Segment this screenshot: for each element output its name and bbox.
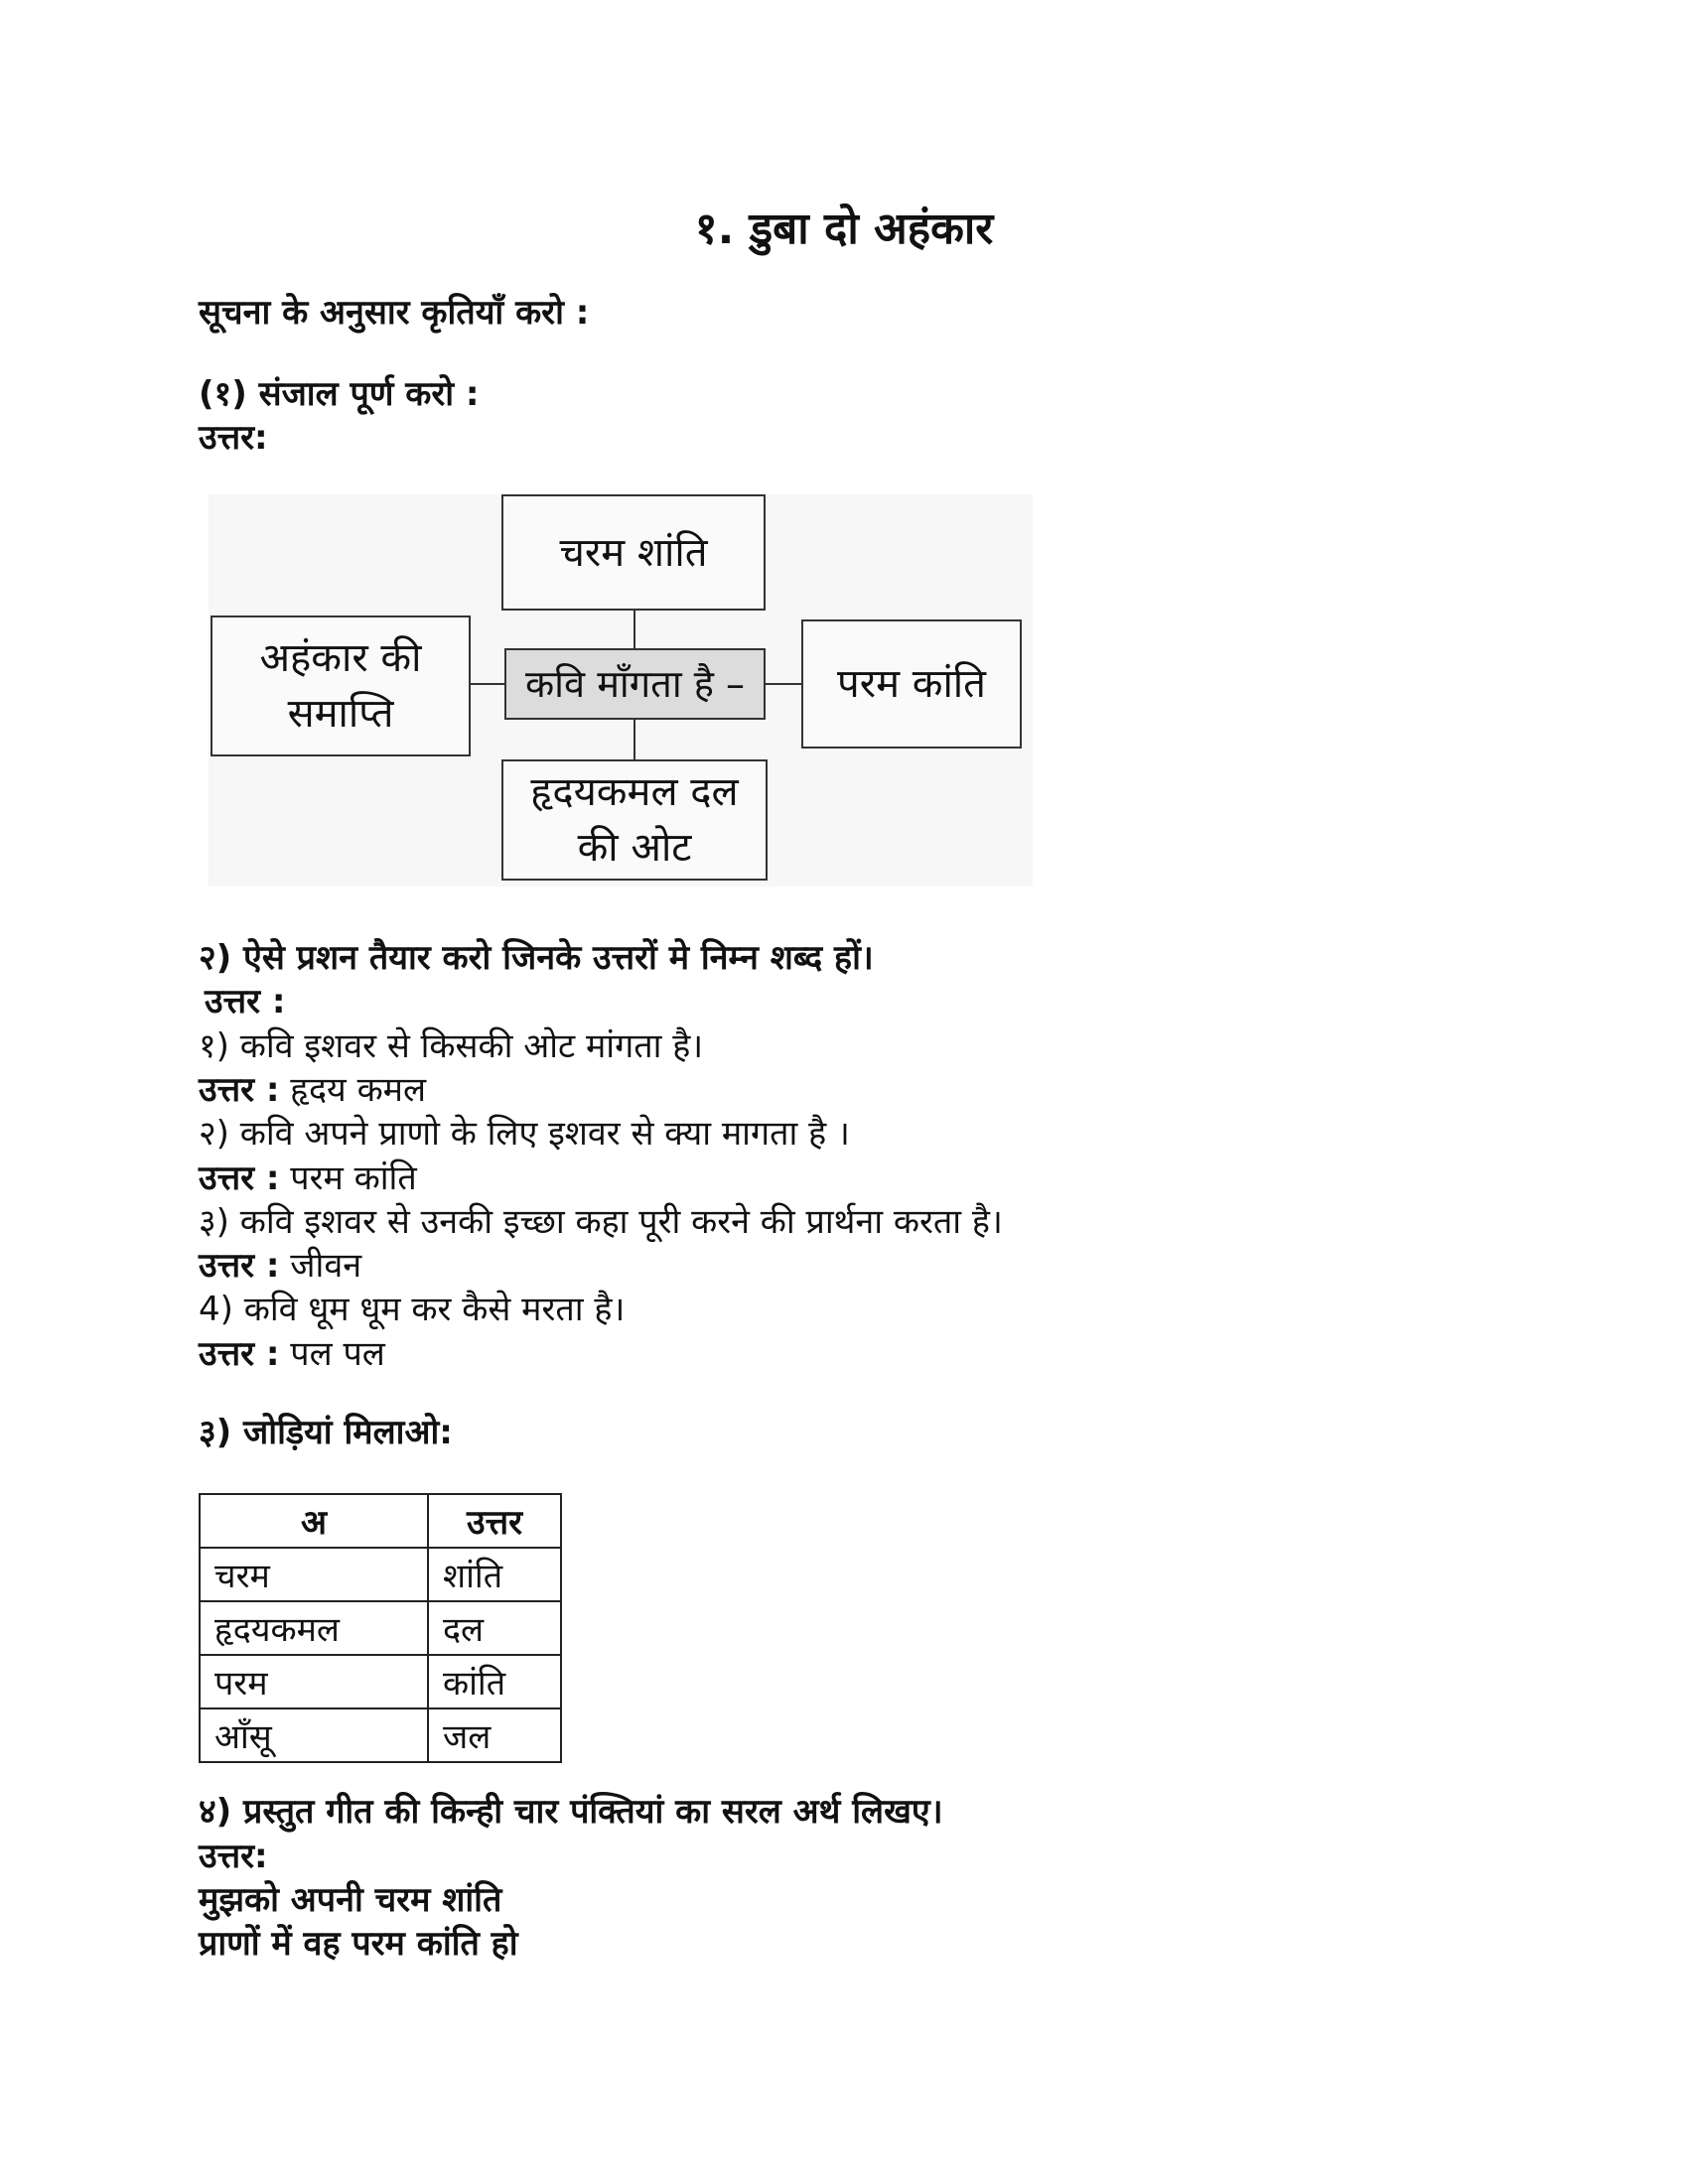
answer-text: जीवन [290, 1246, 362, 1286]
matching-table [199, 1493, 562, 1763]
table-cell: शांति [428, 1548, 561, 1601]
connector-left [469, 683, 504, 685]
q4-answer-label: उत्तर: [199, 1837, 268, 1876]
q2-question-3: ३) कवि इशवर से उनकी इच्छा कहा पूरी करने की प्रार्थना करता है। [199, 1202, 1003, 1242]
network-diagram [209, 494, 1033, 887]
q2-question-2: २) कवि अपने प्राणो के लिए इशवर से क्या मागता है । [199, 1114, 850, 1154]
q3-heading: ३) जोड़ियां मिलाओ: [199, 1413, 453, 1452]
table-row [200, 1548, 561, 1601]
q2-question-4: 4) कवि धूम धूम कर कैसे मरता है। [199, 1290, 626, 1329]
q4-heading: ४) प्रस्तुत गीत की किन्ही चार पंक्तियां का सरल अर्थ लिखए। [199, 1792, 943, 1832]
q1-answer-label: उत्तर: [199, 418, 268, 458]
diagram-left-line-1: अहंकार की [259, 635, 422, 681]
answer-label: उत्तर : [199, 1246, 280, 1286]
diagram-box-top [501, 494, 766, 611]
diagram-bottom-line-2: की ओट [577, 825, 692, 871]
diagram-box-right [801, 619, 1022, 749]
table-header-cell: अ [200, 1494, 428, 1548]
table-header-row [200, 1494, 561, 1548]
table-cell: दल [428, 1601, 561, 1655]
connector-right [766, 683, 801, 685]
connector-bottom [633, 720, 635, 759]
answer-label: उत्तर : [199, 1070, 280, 1110]
answer-label: उत्तर : [199, 1159, 280, 1198]
table-cell: हृदयकमल [200, 1601, 428, 1655]
q2-answer-1 [199, 1065, 426, 1111]
q1-heading: (१) संजाल पूर्ण करो : [199, 374, 480, 414]
table-cell: चरम [200, 1548, 428, 1601]
diagram-box-center [504, 648, 766, 720]
q2-answer-2 [199, 1154, 417, 1199]
table-cell: आँसू [200, 1708, 428, 1762]
table-header-cell: उत्तर [428, 1494, 561, 1548]
table-row [200, 1601, 561, 1655]
answer-label: उत्तर : [199, 1334, 280, 1374]
q4-answer-line-2: प्राणों में वह परम कांति हो [199, 1924, 518, 1964]
table-row [200, 1655, 561, 1708]
diagram-bottom-line-1: हृदयकमल दल [530, 769, 739, 815]
connector-top [633, 611, 635, 648]
table-row [200, 1708, 561, 1762]
table-cell: जल [428, 1708, 561, 1762]
diagram-center-text: कवि माँगता है – [524, 662, 746, 706]
q2-answer-label: उत्तर : [205, 982, 286, 1022]
q4-answer-line-1: मुझको अपनी चरम शांति [199, 1880, 502, 1920]
diagram-top-text: चरम शांति [559, 529, 708, 576]
q2-heading: २) ऐसे प्रशन तैयार करो जिनके उत्तरों मे निम्न शब्द हों। [199, 938, 874, 978]
q2-question-1: १) कवि इशवर से किसकी ओट मांगता है। [199, 1026, 704, 1066]
diagram-bottom-text [530, 764, 738, 876]
page-title: १. डुबा दो अहंकार [694, 204, 994, 254]
q2-answer-3 [199, 1241, 361, 1287]
answer-text: परम कांति [290, 1159, 417, 1198]
diagram-left-text [259, 630, 421, 742]
diagram-right-text: परम कांति [837, 661, 986, 707]
diagram-box-left [211, 615, 471, 756]
answer-text: हृदय कमल [290, 1070, 427, 1110]
diagram-box-bottom [501, 759, 768, 881]
answer-text: पल पल [290, 1334, 385, 1374]
table-cell: परम [200, 1655, 428, 1708]
diagram-left-line-2: समाप्ति [287, 691, 394, 737]
instruction: सूचना के अनुसार कृतियाँ करो : [199, 293, 590, 333]
q2-answer-4 [199, 1329, 385, 1375]
table-cell: कांति [428, 1655, 561, 1708]
